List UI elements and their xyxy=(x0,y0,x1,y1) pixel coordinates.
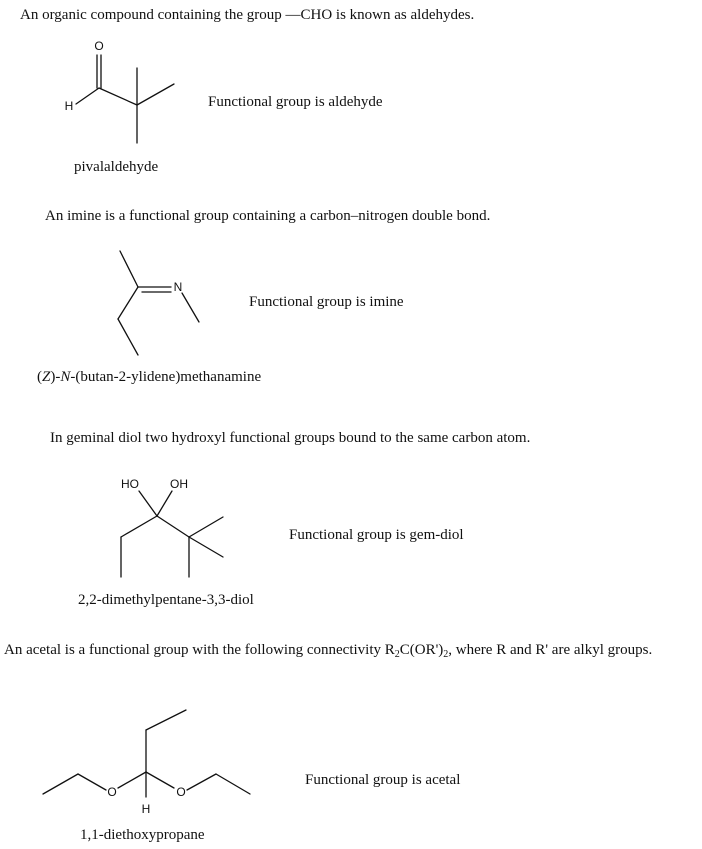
imine-functional-group: Functional group is imine xyxy=(249,294,404,310)
aldehyde-molecule-name: pivalaldehyde xyxy=(74,159,159,175)
gem-diol-functional-group: Functional group is gem-diol xyxy=(289,527,464,543)
aldehyde-functional-group: Functional group is aldehyde xyxy=(208,94,383,110)
gem-diol-oh-label: OH xyxy=(170,477,188,491)
gem-diol-structure xyxy=(110,475,250,585)
pivalaldehyde-structure xyxy=(55,35,215,165)
acetal-oxygen-left-label: O xyxy=(107,785,117,799)
gem-diol-intro: In geminal diol two hydroxyl functional groups bound to the same carbon atom. xyxy=(50,430,531,446)
aldehyde-oxygen-label: O xyxy=(94,39,104,53)
gem-diol-molecule-name: 2,2-dimethylpentane-3,3-diol xyxy=(78,592,254,608)
gem-diol-ho-label: HO xyxy=(121,477,139,491)
imine-structure xyxy=(110,245,230,365)
imine-intro: An imine is a functional group containing a carbon–nitrogen double bond. xyxy=(45,208,491,224)
acetal-hydrogen-label: H xyxy=(141,802,151,816)
acetal-functional-group: Functional group is acetal xyxy=(305,772,461,788)
aldehyde-intro: An organic compound containing the group —CHO is known as aldehydes. xyxy=(20,7,475,23)
acetal-intro: An acetal is a functional group with the following connectivity $R_2C(OR')_2$, where R and R' are alkyl groups. xyxy=(4,642,653,660)
acetal-structure xyxy=(40,705,280,825)
acetal-oxygen-right-label: O xyxy=(176,785,186,799)
imine-molecule-name: (Z)-N-(butan-2-ylidene)methanamine xyxy=(37,369,262,385)
acetal-molecule-name: 1,1-diethoxypropane xyxy=(80,827,205,843)
aldehyde-hydrogen-label: H xyxy=(64,99,74,113)
imine-nitrogen-label: N xyxy=(173,280,183,294)
